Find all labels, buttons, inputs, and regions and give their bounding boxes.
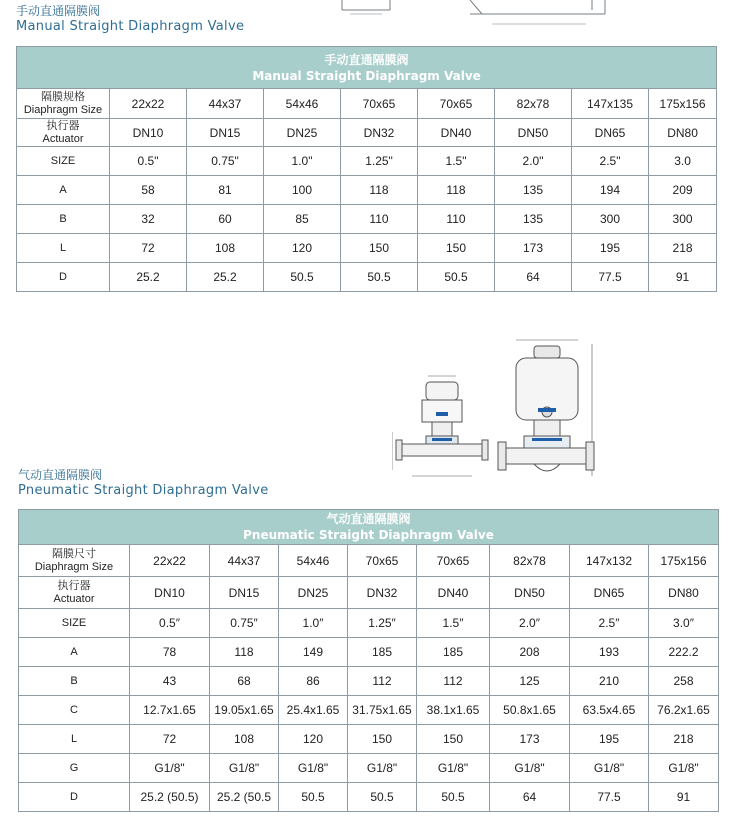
table-cell: 150 xyxy=(418,234,495,263)
row-label xyxy=(17,263,110,292)
table-cell: 195 xyxy=(572,234,649,263)
table-row xyxy=(17,119,717,147)
table-cell: 2.0″ xyxy=(490,609,570,638)
table-row xyxy=(19,783,719,812)
table-cell: G1/8" xyxy=(130,754,210,783)
table-cell: DN32 xyxy=(341,119,418,147)
table-row xyxy=(17,176,717,205)
table-cell: DN10 xyxy=(110,119,187,147)
table-cell: G1/8" xyxy=(490,754,570,783)
table-cell: 173 xyxy=(495,234,572,263)
table-cell: 149 xyxy=(279,638,348,667)
table-cell: 110 xyxy=(418,205,495,234)
table-cell: 185 xyxy=(417,638,490,667)
table-cell: 64 xyxy=(495,263,572,292)
manual-table-header xyxy=(17,47,717,89)
table-cell: 68 xyxy=(210,667,279,696)
row-label-line: 执行器 xyxy=(46,119,80,132)
table-cell: 50.8x1.65 xyxy=(490,696,570,725)
table-cell: DN40 xyxy=(418,119,495,147)
table-cell: 44x37 xyxy=(187,89,264,119)
table-cell: 195 xyxy=(570,725,649,754)
row-label xyxy=(19,638,130,667)
manual-table-header-en: Manual Straight Diaphragm Valve xyxy=(252,68,481,83)
table-cell: G1/8" xyxy=(649,754,719,783)
pneumatic-section-title-cn: 气动直通隔膜阀 xyxy=(18,468,103,482)
table-cell: 2.0" xyxy=(495,147,572,176)
row-label-line: A xyxy=(59,183,67,196)
table-cell: 185 xyxy=(348,638,417,667)
table-cell: 108 xyxy=(187,234,264,263)
row-label-line: Diaphragm Size xyxy=(23,103,103,116)
table-cell: 3.0 xyxy=(649,147,717,176)
table-cell: 125 xyxy=(490,667,570,696)
row-label xyxy=(19,577,130,609)
table-cell: 50.5 xyxy=(417,783,490,812)
table-row xyxy=(17,205,717,234)
table-cell: 77.5 xyxy=(570,783,649,812)
table-cell: 1.25" xyxy=(341,147,418,176)
table-cell: 1.0″ xyxy=(279,609,348,638)
manual-valve-drawing-fragment xyxy=(330,0,620,34)
table-cell: DN32 xyxy=(348,577,417,609)
table-cell: 120 xyxy=(279,725,348,754)
row-label xyxy=(19,783,130,812)
row-label xyxy=(17,234,110,263)
table-row xyxy=(19,754,719,783)
table-cell: 3.0″ xyxy=(649,609,719,638)
table-cell: 210 xyxy=(570,667,649,696)
table-cell: 12.7x1.65 xyxy=(130,696,210,725)
table-cell: 86 xyxy=(279,667,348,696)
row-label-line: SIZE xyxy=(50,154,76,167)
table-cell: DN25 xyxy=(264,119,341,147)
row-label-line: B xyxy=(70,674,78,687)
table-cell: 0.75" xyxy=(187,147,264,176)
row-label-line: Actuator xyxy=(42,132,84,145)
table-cell: 50.5 xyxy=(264,263,341,292)
table-cell: 91 xyxy=(649,263,717,292)
table-cell: 70x65 xyxy=(418,89,495,119)
row-label xyxy=(17,205,110,234)
table-cell: DN10 xyxy=(130,577,210,609)
table-cell: 91 xyxy=(649,783,719,812)
table-cell: 72 xyxy=(110,234,187,263)
table-cell: 70x65 xyxy=(417,545,490,577)
table-cell: 70x65 xyxy=(348,545,417,577)
row-label-line: A xyxy=(70,645,78,658)
table-cell: 54x46 xyxy=(279,545,348,577)
row-label-line: B xyxy=(59,212,67,225)
table-cell: 108 xyxy=(210,725,279,754)
table-row xyxy=(19,545,719,577)
manual-section-title xyxy=(16,4,244,35)
table-cell: DN25 xyxy=(279,577,348,609)
table-cell: DN80 xyxy=(649,577,719,609)
table-cell: 77.5 xyxy=(572,263,649,292)
row-label xyxy=(17,119,110,147)
manual-section-title-cn: 手动直通隔膜阀 xyxy=(16,4,101,18)
table-cell: DN15 xyxy=(210,577,279,609)
table-cell: 118 xyxy=(210,638,279,667)
manual-table-header-cn: 手动直通隔膜阀 xyxy=(324,52,409,67)
row-label-line: L xyxy=(70,732,78,745)
table-cell: 25.2 xyxy=(187,263,264,292)
table-cell: 110 xyxy=(341,205,418,234)
table-cell: 22x22 xyxy=(110,89,187,119)
table-cell: 78 xyxy=(130,638,210,667)
table-row xyxy=(19,577,719,609)
row-label-line: 隔膜尺寸 xyxy=(52,547,96,560)
table-cell: 150 xyxy=(341,234,418,263)
table-cell: 72 xyxy=(130,725,210,754)
table-cell: 25.2 (50.5 xyxy=(210,783,279,812)
pneumatic-valve-large-drawing xyxy=(494,336,612,488)
table-row xyxy=(17,147,717,176)
table-cell: 43 xyxy=(130,667,210,696)
table-cell: 85 xyxy=(264,205,341,234)
table-cell: DN65 xyxy=(570,577,649,609)
table-cell: 218 xyxy=(649,725,719,754)
table-cell: G1/8" xyxy=(570,754,649,783)
table-cell: G1/8" xyxy=(210,754,279,783)
table-cell: 0.5" xyxy=(110,147,187,176)
table-cell: 22x22 xyxy=(130,545,210,577)
table-cell: 175x156 xyxy=(649,545,719,577)
manual-section-title-en: Manual Straight Diaphragm Valve xyxy=(16,19,245,34)
row-label xyxy=(19,667,130,696)
table-cell: 118 xyxy=(418,176,495,205)
table-row xyxy=(19,696,719,725)
row-label xyxy=(19,754,130,783)
row-label xyxy=(17,147,110,176)
pneumatic-spec-table xyxy=(18,509,719,812)
pneumatic-table-header-en: Pneumatic Straight Diaphragm Valve xyxy=(243,528,494,542)
table-cell: 118 xyxy=(341,176,418,205)
row-label xyxy=(19,696,130,725)
row-label-line: C xyxy=(70,703,78,716)
table-cell: 135 xyxy=(495,176,572,205)
table-cell: 50.5 xyxy=(279,783,348,812)
table-cell: 0.5″ xyxy=(130,609,210,638)
table-cell: 25.2 (50.5) xyxy=(130,783,210,812)
table-cell: 32 xyxy=(110,205,187,234)
table-cell: 64 xyxy=(490,783,570,812)
table-cell: 209 xyxy=(649,176,717,205)
table-cell: 173 xyxy=(490,725,570,754)
table-cell: 38.1x1.65 xyxy=(417,696,490,725)
table-cell: DN50 xyxy=(490,577,570,609)
row-label-line: 隔膜规格 xyxy=(41,90,85,103)
table-cell: 0.75″ xyxy=(210,609,279,638)
table-cell: 150 xyxy=(417,725,490,754)
row-label xyxy=(17,89,110,119)
row-label xyxy=(17,176,110,205)
table-cell: 175x156 xyxy=(649,89,717,119)
table-cell: 81 xyxy=(187,176,264,205)
pneumatic-table-header-cn: 气动直通隔膜阀 xyxy=(326,512,411,526)
table-cell: 82x78 xyxy=(490,545,570,577)
table-cell: 1.5″ xyxy=(417,609,490,638)
table-cell: 300 xyxy=(649,205,717,234)
table-cell: G1/8" xyxy=(348,754,417,783)
table-cell: 50.5 xyxy=(418,263,495,292)
table-cell: 50.5 xyxy=(348,783,417,812)
table-row xyxy=(19,667,719,696)
table-cell: 258 xyxy=(649,667,719,696)
table-cell: G1/8" xyxy=(279,754,348,783)
row-label-line: 执行器 xyxy=(57,579,91,592)
table-cell: 300 xyxy=(572,205,649,234)
table-cell: 60 xyxy=(187,205,264,234)
table-cell: 1.25″ xyxy=(348,609,417,638)
pneumatic-section-title-en: Pneumatic Straight Diaphragm Valve xyxy=(18,483,269,498)
table-cell: 25.2 xyxy=(110,263,187,292)
table-row xyxy=(19,609,719,638)
table-row xyxy=(19,725,719,754)
table-cell: 54x46 xyxy=(264,89,341,119)
table-cell: 135 xyxy=(495,205,572,234)
table-cell: 31.75x1.65 xyxy=(348,696,417,725)
table-cell: DN15 xyxy=(187,119,264,147)
row-label-line: D xyxy=(59,270,67,283)
table-cell: DN50 xyxy=(495,119,572,147)
table-cell: 58 xyxy=(110,176,187,205)
table-cell: 222.2 xyxy=(649,638,719,667)
table-cell: 147x135 xyxy=(572,89,649,119)
table-cell: 63.5x4.65 xyxy=(570,696,649,725)
table-cell: 218 xyxy=(649,234,717,263)
table-cell: 147x132 xyxy=(570,545,649,577)
row-label-line: SIZE xyxy=(61,616,87,629)
table-cell: 100 xyxy=(264,176,341,205)
table-cell: 150 xyxy=(348,725,417,754)
table-cell: 19.05x1.65 xyxy=(210,696,279,725)
row-label-line: Diaphragm Size xyxy=(34,560,114,573)
table-row xyxy=(19,638,719,667)
table-cell: 50.5 xyxy=(341,263,418,292)
row-label-line: G xyxy=(69,761,79,774)
table-row xyxy=(17,234,717,263)
table-cell: DN80 xyxy=(649,119,717,147)
pneumatic-valve-small-drawing xyxy=(392,372,492,484)
table-cell: 194 xyxy=(572,176,649,205)
table-cell: 208 xyxy=(490,638,570,667)
table-cell: 1.5" xyxy=(418,147,495,176)
table-cell: 1.0" xyxy=(264,147,341,176)
row-label xyxy=(19,545,130,577)
table-cell: 44x37 xyxy=(210,545,279,577)
table-cell: DN40 xyxy=(417,577,490,609)
table-cell: 2.5″ xyxy=(570,609,649,638)
table-cell: 82x78 xyxy=(495,89,572,119)
table-cell: 70x65 xyxy=(341,89,418,119)
manual-spec-table xyxy=(16,46,717,292)
table-cell: 25.4x1.65 xyxy=(279,696,348,725)
table-row xyxy=(17,89,717,119)
row-label-line: D xyxy=(70,790,78,803)
table-cell: 120 xyxy=(264,234,341,263)
table-cell: 193 xyxy=(570,638,649,667)
row-label-line: L xyxy=(59,241,67,254)
table-cell: 112 xyxy=(348,667,417,696)
table-cell: DN65 xyxy=(572,119,649,147)
row-label xyxy=(19,725,130,754)
row-label xyxy=(19,609,130,638)
pneumatic-section-title xyxy=(18,468,269,499)
table-cell: G1/8" xyxy=(417,754,490,783)
table-cell: 76.2x1.65 xyxy=(649,696,719,725)
table-cell: 112 xyxy=(417,667,490,696)
table-cell: 2.5" xyxy=(572,147,649,176)
pneumatic-table-header xyxy=(19,510,719,545)
row-label-line: Actuator xyxy=(53,592,95,605)
table-row xyxy=(17,263,717,292)
